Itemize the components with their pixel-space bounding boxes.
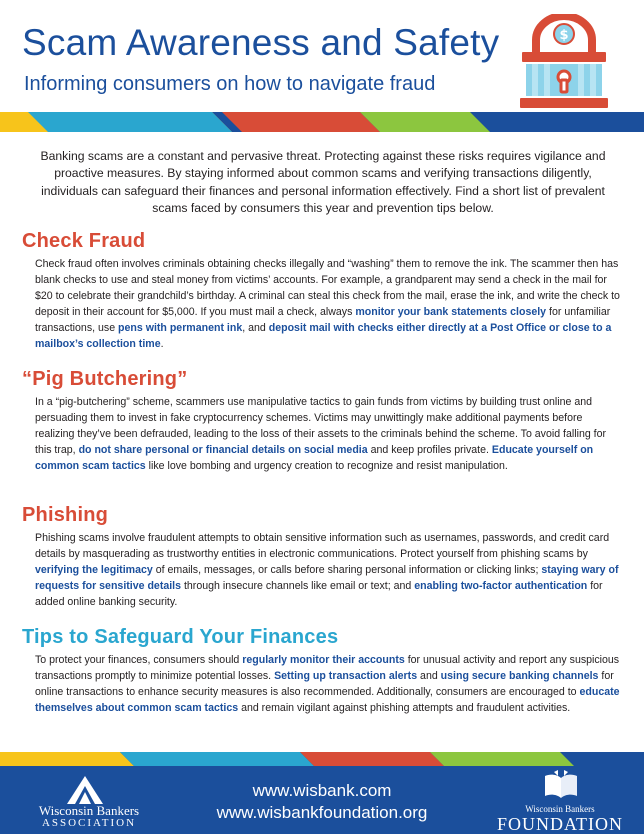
section-heading: Tips to Safeguard Your Finances	[22, 626, 339, 648]
page-footer	[0, 752, 644, 834]
section-body: To protect your finances, consumers should regularly monitor their accounts for unusual activity and report any suspicious transactions promptly to minimize potential losses. Setting up transaction alerts and using secure banking channels for online transactions to enhance security measures is also recommended. Additionally, consumers are encouraged to educate themselves about common scam tactics and remain vigilant against phishing attempts and fraudulent activities.	[35, 654, 620, 714]
section-heading: Phishing	[22, 504, 109, 526]
page-title: Scam Awareness and Safety	[22, 22, 500, 63]
section-heading: “Pig Butchering”	[22, 368, 188, 390]
section-body: Check fraud often involves criminals obtaining checks illegally and “washing” them to remove the ink. The scammer then has blank checks to use and steal money from victims’ accounts. For example, a grandparent may send a check in the mail for $20 to celebrate their grandchild’s birthday. A criminal can steal this check from the mail, erase the ink, and write the check to deposit in their account for $5,000. If you must mail a check, always monitor your bank statements closely for unfamiliar transactions, use pens with permanent ink, and deposit mail with checks either directly at a Post Office or close to a mailbox’s collection time.	[35, 258, 620, 350]
wbf-logo	[490, 770, 630, 834]
wbf-subname: Wisconsin Bankers	[525, 804, 595, 814]
section-phishing	[22, 504, 622, 611]
url-wisbank[interactable]: www.wisbank.com	[252, 781, 392, 800]
section-body: Phishing scams involve fraudulent attempts to obtain sensitive information such as usernames, passwords, and credit card details by masquerading as trustworthy entities in electronic communications. Protect yourself from phishing scams by verifying the legitimacy of emails, messages, or calls before sharing personal information or clicking links; staying wary of requests for sensitive details through insecure channels like email or text; and enabling two-factor authentication for added online banking security.	[35, 532, 619, 608]
intro-paragraph: Banking scams are a constant and pervasive threat. Protecting against these risks requires vigilance and proactive measures. By staying informed about common scams and verifying transactions diligently, individuals can safeguard their finances and personal information effectively. Find a short list of prevalent scams faced by consumers this year and prevention tips below.	[40, 149, 606, 215]
bank-lock-icon	[518, 14, 610, 110]
wba-mountain-icon	[67, 776, 103, 804]
page-header	[0, 0, 644, 112]
wbf-name: FOUNDATION	[497, 814, 623, 834]
page-subtitle: Informing consumers on how to navigate fraud	[24, 73, 436, 95]
section-body: In a “pig-butchering” scheme, scammers use manipulative tactics to gain funds from victims by building trust online and persuading them to invest in fake cryptocurrency schemes. Victims may unwittingly make additional payments before realizing they’ve been defrauded, leading to the loss of their assets to the criminals behind the scheme. To avoid falling for this trap, do not share personal or financial details on social media and keep profiles private. Educate yourself on common scam tactics like love bombing and urgency creation to recognize and resist manipulation.	[35, 396, 607, 472]
wba-name: Wisconsin Bankers	[38, 803, 140, 818]
section-tips	[22, 626, 622, 717]
color-stripe	[0, 112, 644, 132]
dollar-sign: $	[559, 28, 569, 43]
footer-color-stripe	[0, 752, 644, 766]
open-book-icon	[544, 770, 578, 800]
footer-urls	[180, 780, 464, 824]
footer-band	[0, 766, 644, 834]
wba-logo	[24, 774, 154, 832]
url-wisbank-foundation[interactable]: www.wisbankfoundation.org	[216, 803, 428, 822]
section-pig-butchering	[22, 368, 622, 475]
section-heading: Check Fraud	[22, 230, 146, 252]
wba-subname: ASSOCIATION	[41, 817, 137, 829]
section-check-fraud	[22, 230, 622, 352]
